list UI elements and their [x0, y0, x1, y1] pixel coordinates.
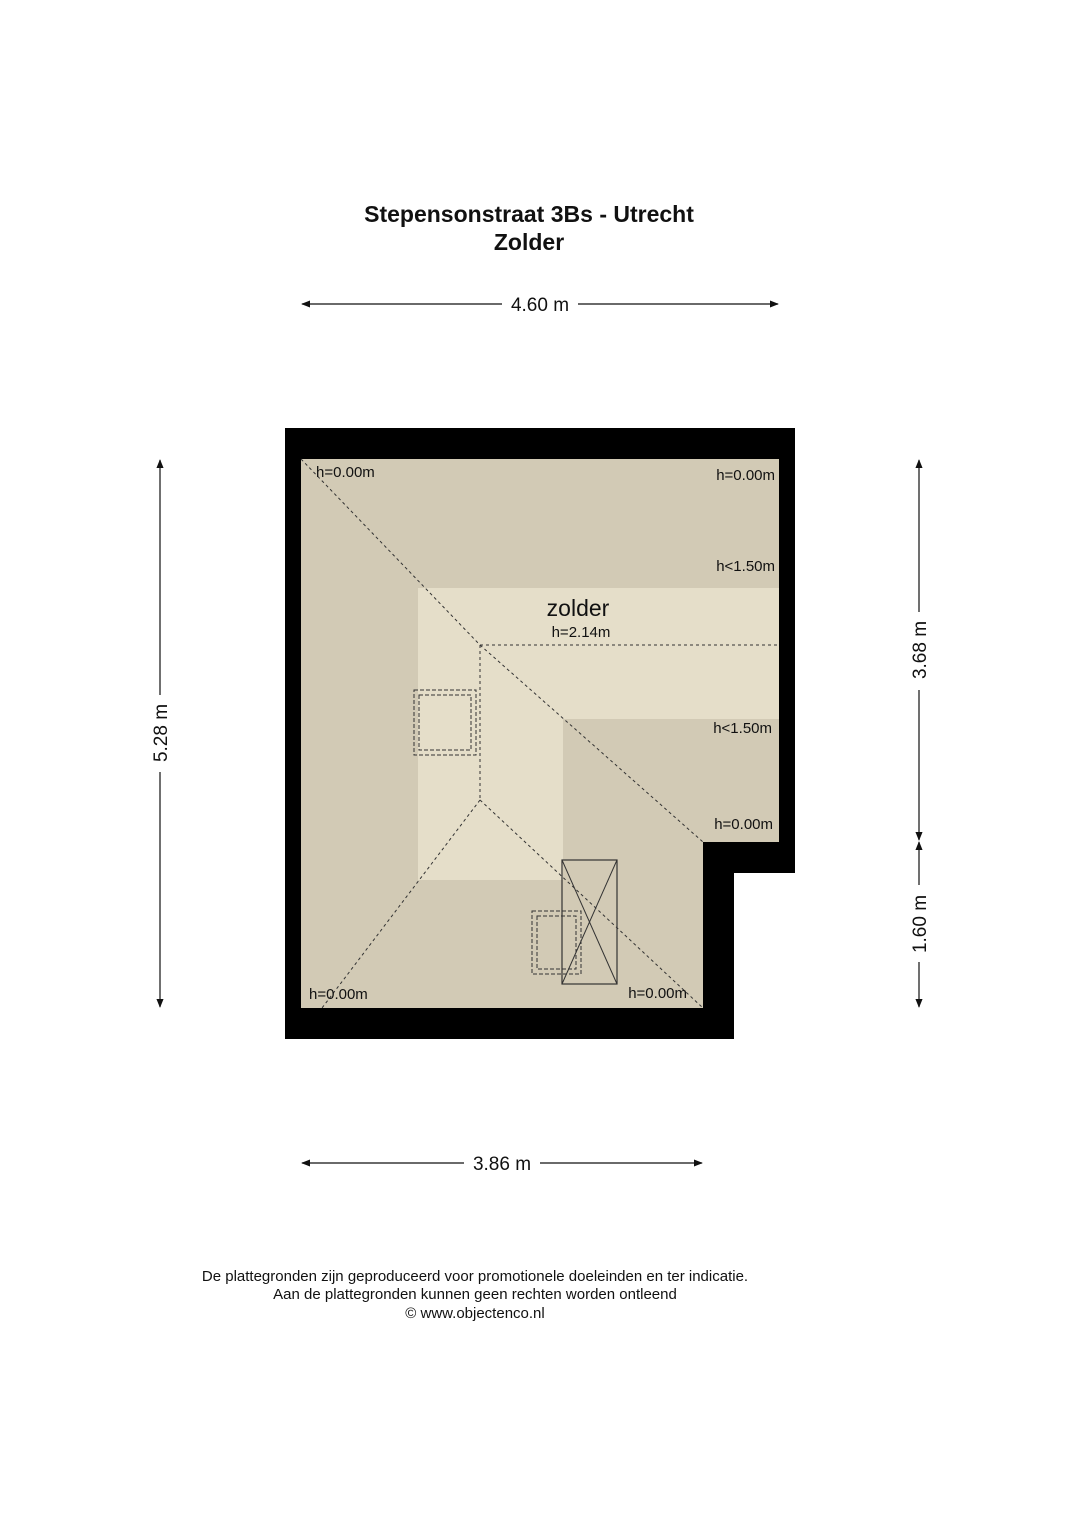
- height-bottom-right: h=0.00m: [628, 985, 687, 1002]
- room-height: h=2.14m: [551, 624, 611, 641]
- dimension-right-lower: [910, 842, 931, 1007]
- plan-title: Stepensonstraat 3Bs - Utrecht: [364, 201, 694, 227]
- room-name: zolder: [546, 595, 610, 621]
- height-right-notch: h=0.00m: [714, 816, 773, 833]
- dimension-bottom: [302, 1154, 702, 1175]
- height-right-middle: h<1.50m: [713, 720, 772, 737]
- footer-line-1: De plattegronden zijn geproduceerd voor promotionele doeleinden en ter indicatie.: [201, 1268, 749, 1285]
- height-right-upper: h<1.50m: [716, 558, 775, 575]
- height-bottom-left: h=0.00m: [309, 986, 368, 1003]
- height-top-right: h=0.00m: [716, 467, 775, 484]
- dimension-top: [302, 295, 778, 316]
- dimension-left: [151, 460, 172, 1007]
- floor-name: Zolder: [493, 229, 565, 255]
- dimension-left-label: 5.28 m: [151, 703, 172, 763]
- footer-line-2: Aan de plattegronden kunnen geen rechten worden ontleend: [273, 1286, 677, 1303]
- dimension-right-lower-label: 1.60 m: [910, 894, 931, 954]
- footer-line-3: © www.objectenco.nl: [405, 1305, 545, 1322]
- dimension-right-upper: [910, 460, 931, 840]
- height-top-left: h=0.00m: [316, 464, 375, 481]
- dimension-top-label: 4.60 m: [510, 295, 570, 316]
- dimension-right-upper-label: 3.68 m: [910, 620, 931, 680]
- dimension-bottom-label: 3.86 m: [472, 1154, 532, 1175]
